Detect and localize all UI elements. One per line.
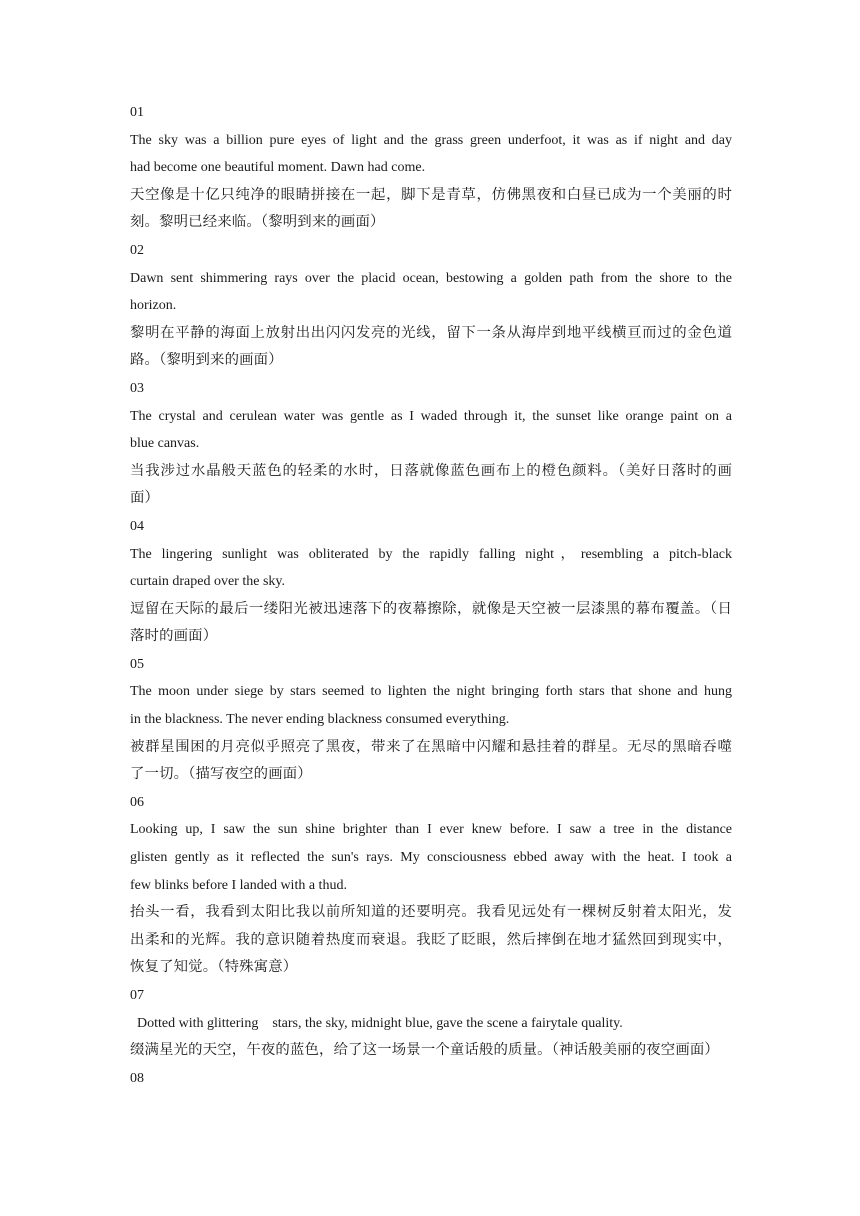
entry-number: 03: [130, 380, 144, 396]
entry-number: 05: [130, 656, 144, 672]
entry-english-line: blue canvas.: [130, 436, 200, 452]
entry-chinese-line: 路。（黎明到来的画面）: [130, 352, 283, 369]
entry-chinese-line: 出柔和的光辉。我的意识随着热度而衰退。我眨了眨眼，然后摔倒在地才猛然回到现实中，: [130, 931, 732, 948]
entry-english-line: horizon.: [130, 298, 177, 314]
entry-chinese-line: 落时的画面）: [130, 628, 218, 645]
entry-chinese-line: 了一切。（描写夜空的画面）: [130, 766, 312, 783]
entry-english-line: Dawn sent shimmering rays over the placid ocean, bestowing a golden path from the shore to the: [130, 270, 732, 286]
entry-english-line: curtain draped over the sky.: [130, 574, 285, 590]
entry-english-line: The lingering sunlight was obliterated by the rapidly falling night，resembling a pitch-black: [130, 546, 732, 562]
entry-chinese-line: 逗留在天际的最后一缕阳光被迅速落下的夜幕擦除，就像是天空被一层漆黑的幕布覆盖。（日: [130, 600, 732, 617]
entry-number: 06: [130, 794, 144, 810]
entry-english-line: Dotted with glittering stars, the sky, midnight blue, gave the scene a fairytale quality.: [130, 1015, 623, 1031]
entry-chinese-line: 抬头一看，我看到太阳比我以前所知道的还要明亮。我看见远处有一棵树反射着太阳光，发: [130, 904, 732, 921]
entry-number: 07: [130, 988, 144, 1003]
entry-chinese-line: 面）: [130, 490, 160, 507]
entry-english-line: glisten gently as it reflected the sun's rays. My consciousness ebbed away with the heat. I took a: [130, 850, 732, 866]
entry-english-line: few blinks before I landed with a thud.: [130, 877, 347, 893]
entry-chinese-line: 被群星围困的月亮似乎照亮了黑夜，带来了在黑暗中闪耀和悬挂着的群星。无尽的黑暗吞噬: [130, 738, 732, 755]
entry-chinese-line: 当我涉过水晶般天蓝色的轻柔的水时，日落就像蓝色画布上的橙色颜料。（美好日落时的画: [130, 462, 732, 479]
entry-chinese-line: 黎明在平静的海面上放射出出闪闪发亮的光线，留下一条从海岸到地平线横亘而过的金色道: [130, 324, 732, 341]
entry-number: 01: [130, 105, 144, 120]
entry-chinese-line: 刻。黎明已经来临。（黎明到来的画面）: [130, 214, 385, 231]
entry-number: 02: [130, 242, 144, 258]
entry-english-line: Looking up, I saw the sun shine brighter than I ever knew before. I saw a tree in the distance: [130, 822, 732, 838]
entry-english-line: The crystal and cerulean water was gentle as I waded through it, the sunset like orange paint on a: [130, 408, 732, 424]
entry-english-line: had become one beautiful moment. Dawn had come.: [130, 160, 426, 176]
entry-english-line: The moon under siege by stars seemed to lighten the night bringing forth stars that shone and hung: [130, 684, 732, 700]
entry-chinese-line: 天空像是十亿只纯净的眼睛拼接在一起，脚下是青草，仿佛黑夜和白昼已成为一个美丽的时: [130, 186, 732, 203]
entry-chinese-line: 恢复了知觉。（特殊寓意）: [130, 959, 298, 976]
entry-english-line: The sky was a billion pure eyes of light and the grass green underfoot, it was as if night and day: [130, 132, 732, 148]
entry-number: 04: [130, 518, 144, 534]
entry-english-line: in the blackness. The never ending blackness consumed everything.: [130, 712, 510, 728]
document-body: [130, 99, 732, 1092]
entry-chinese-line: 缀满星光的天空，午夜的蓝色，给了这一场景一个童话般的质量。（神话般美丽的夜空画面）: [130, 1042, 719, 1059]
entry-number: 08: [130, 1070, 144, 1086]
